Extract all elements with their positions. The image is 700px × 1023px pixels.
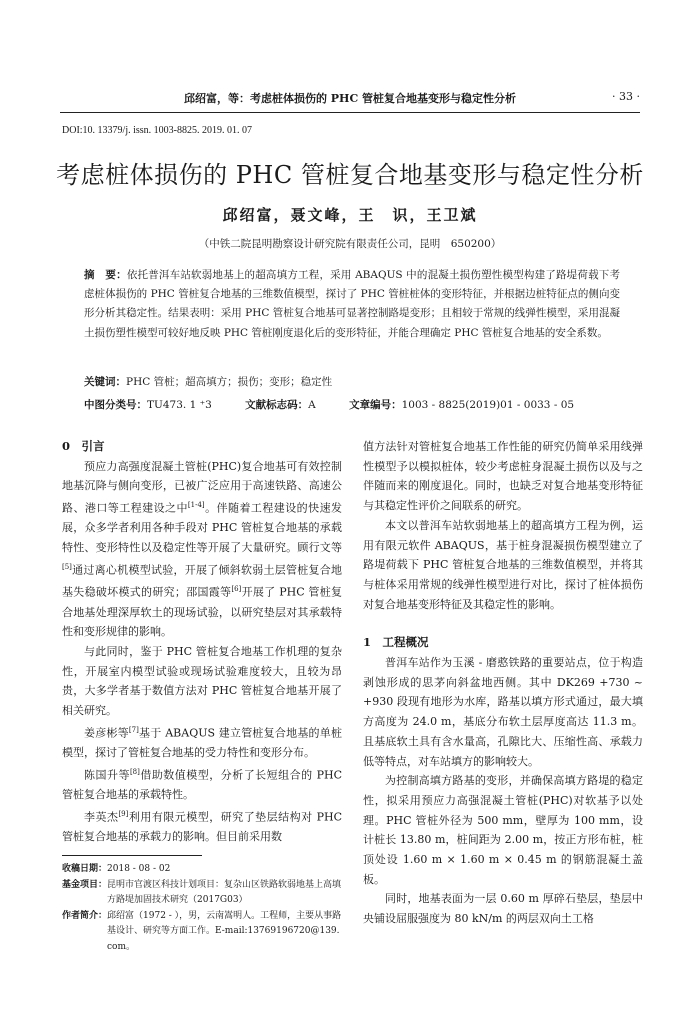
abstract xyxy=(84,266,620,343)
clc-value: TU473. 1 ⁺3 xyxy=(147,399,212,411)
doc-code-value: A xyxy=(308,399,316,411)
paragraph: 与此同时，鉴于 PHC 管桩复合地基工作机理的复杂性，开展室内模型试验或现场试验难度较大，且较为昂贵，大多学者基于数值方法对 PHC 管桩复合地基开展了相关研究。 xyxy=(62,645,342,718)
abstract-label: 摘 要： xyxy=(84,269,127,281)
doc-code-label: 文献标志码： xyxy=(245,399,309,411)
footnotes xyxy=(62,862,345,955)
clc-label: 中图分类号： xyxy=(84,399,147,411)
section-heading-intro: 0 引言 xyxy=(62,439,105,453)
keywords-label: 关键词： xyxy=(84,376,126,388)
paragraph: 李英杰[9]利用有限元模型，研究了垫层结构对 PHC 管桩复合地基的承载力的影响。但目前采用数 xyxy=(62,809,342,844)
fund-project: 基金项目： 昆明市官渡区科技计划项目：复杂山区铁路软弱地基上高填方路堤加固技术研究（2017G03） xyxy=(62,879,342,905)
left-column xyxy=(62,437,342,847)
running-head xyxy=(60,90,640,108)
paragraph: 值方法针对管桩复合地基工作性能的研究仍简单采用线弹性模型予以模拟桩体，较少考虑桩身混凝土损伤以及与之伴随而来的刚度退化。同时，也缺乏对复合地基变形特征与其稳定性评价之间联系的研究。 xyxy=(363,440,643,513)
paragraph: 本文以普洱车站软弱地基上的超高填方工程为例，运用有限元软件 ABAQUS，基于桩身混凝损伤模型建立了路堤荷载下 PHC 管桩复合地基的三维数值模型，并将其与桩体采用常规的线弹性模型进行对比，探讨了桩体损伤对复合地基变形特征及其稳定性的影响。 xyxy=(363,518,643,611)
paragraph: 预应力高强度混凝土管桩(PHC)复合地基可有效控制地基沉降与侧向变形，已被广泛应用于高速铁路、高速公路、港口等工程建设之中[1-4]。伴随着工程建设的快速发展，众多学者利用各种手段对 PHC 管桩复合地基的承载特性、变形特性以及稳定性等开展了大量研究。顾行文等[5]通过离心机模型试验，开展了倾斜软弱土层管桩复合地基失稳破坏模式的研究；邵国霞等[6]开展了 PHC 管桩复合地基处理深厚软土的现场试验，以研究垫层对其承载特性和变形规律的影响。 xyxy=(62,459,343,639)
affiliation: （中铁二院昆明勘察设计研究院有限责任公司，昆明 650200） xyxy=(198,238,502,250)
classification xyxy=(84,397,644,412)
footnote-rule xyxy=(62,855,202,856)
paper-title: 考虑桩体损伤的 PHC 管桩复合地基变形与稳定性分析 xyxy=(56,161,644,189)
running-title: 邱绍富，等：考虑桩体损伤的 PHC 管桩复合地基变形与稳定性分析 xyxy=(183,92,517,105)
paragraph: 陈国升等[8]借助数值模型，分析了长短组合的 PHC 管桩复合地基的承载特性。 xyxy=(62,767,342,802)
abstract-text: 依托普洱车站软弱地基上的超高填方工程，采用 ABAQUS 中的混凝土损伤塑性模型构建了路堤荷载下考虑桩体损伤的 PHC 管桩复合地基的三维数值模型，探讨了 PHC 管桩桩体的变形特征，并根据边桩特征点的侧向变形分析其稳定性。结果表明：采用 PHC 管桩复合地基可显著控制路堤变形；且相较于常规的线弹性模型，采用混凝土损伤塑性模型可较好地反映 PHC 管桩刚度退化后的变形特征，并能合理确定 PHC 管桩复合地基的安全系数。 xyxy=(84,269,620,339)
keywords-text: PHC 管桩；超高填方；损伤；变形；稳定性 xyxy=(126,376,333,388)
doi[interactable]: DOI:10. 13379/j. issn. 1003-8825. 2019. 01. 07 xyxy=(62,125,252,136)
article-no-value: 1003 - 8825(2019)01 - 0033 - 05 xyxy=(401,399,575,411)
header-rule xyxy=(60,112,640,113)
section-heading-project: 1 工程概况 xyxy=(363,635,429,650)
paragraph: 普洱车站作为玉溪 - 磨憨铁路的重要站点，位于构造剥蚀形成的思茅向斜盆地西侧。其中 DK269 +730 ~ +930 段现有地形为水库，路基以填方形式通过，最大填方高度为 24.0 m，基底分布软土层厚度高达 11.3 m。且基底软土具有含水量高，孔隙比大、压缩性高、承载力低等特点，对车站填方的影响较大。 xyxy=(363,656,643,768)
article-no-label: 文章编号： xyxy=(349,399,402,411)
paragraph: 同时，地基表面为一层 0.60 m 厚碎石垫层，垫层中央铺设屈服强度为 80 kN/m 的两层双向土工格 xyxy=(363,892,643,926)
received-date: 收稿日期： 2018 - 08 - 02 xyxy=(62,864,171,874)
keywords xyxy=(84,374,620,389)
author-bio: 作者简介： 邱绍富（1972 - ），男，云南嵩明人。工程师，主要从事路基设计、研究等方面工作。E-mail:13769196720@139. com。 xyxy=(62,910,342,952)
paragraph: 为控制高填方路基的变形，并确保高填方路堤的稳定性，拟采用预应力高强混凝土管桩(PHC)对软基予以处理。PHC 管桩外径为 500 mm，壁厚为 100 mm，设计桩长 13.80 m，桩间距为 2.00 m，按正方形布桩，桩顶处设 1.60 m × 1.60 m × 0.45 m 的钢筋混凝土盖板。 xyxy=(363,774,643,886)
page-number: · 33 · xyxy=(612,90,640,103)
authors: 邱绍富，聂文峰，王 识，王卫斌 xyxy=(222,206,478,224)
right-column xyxy=(363,437,643,929)
paragraph: 姜彦彬等[7]基于 ABAQUS 建立管桩复合地基的单桩模型，探讨了管桩复合地基的受力特性和变形分布。 xyxy=(62,725,342,760)
